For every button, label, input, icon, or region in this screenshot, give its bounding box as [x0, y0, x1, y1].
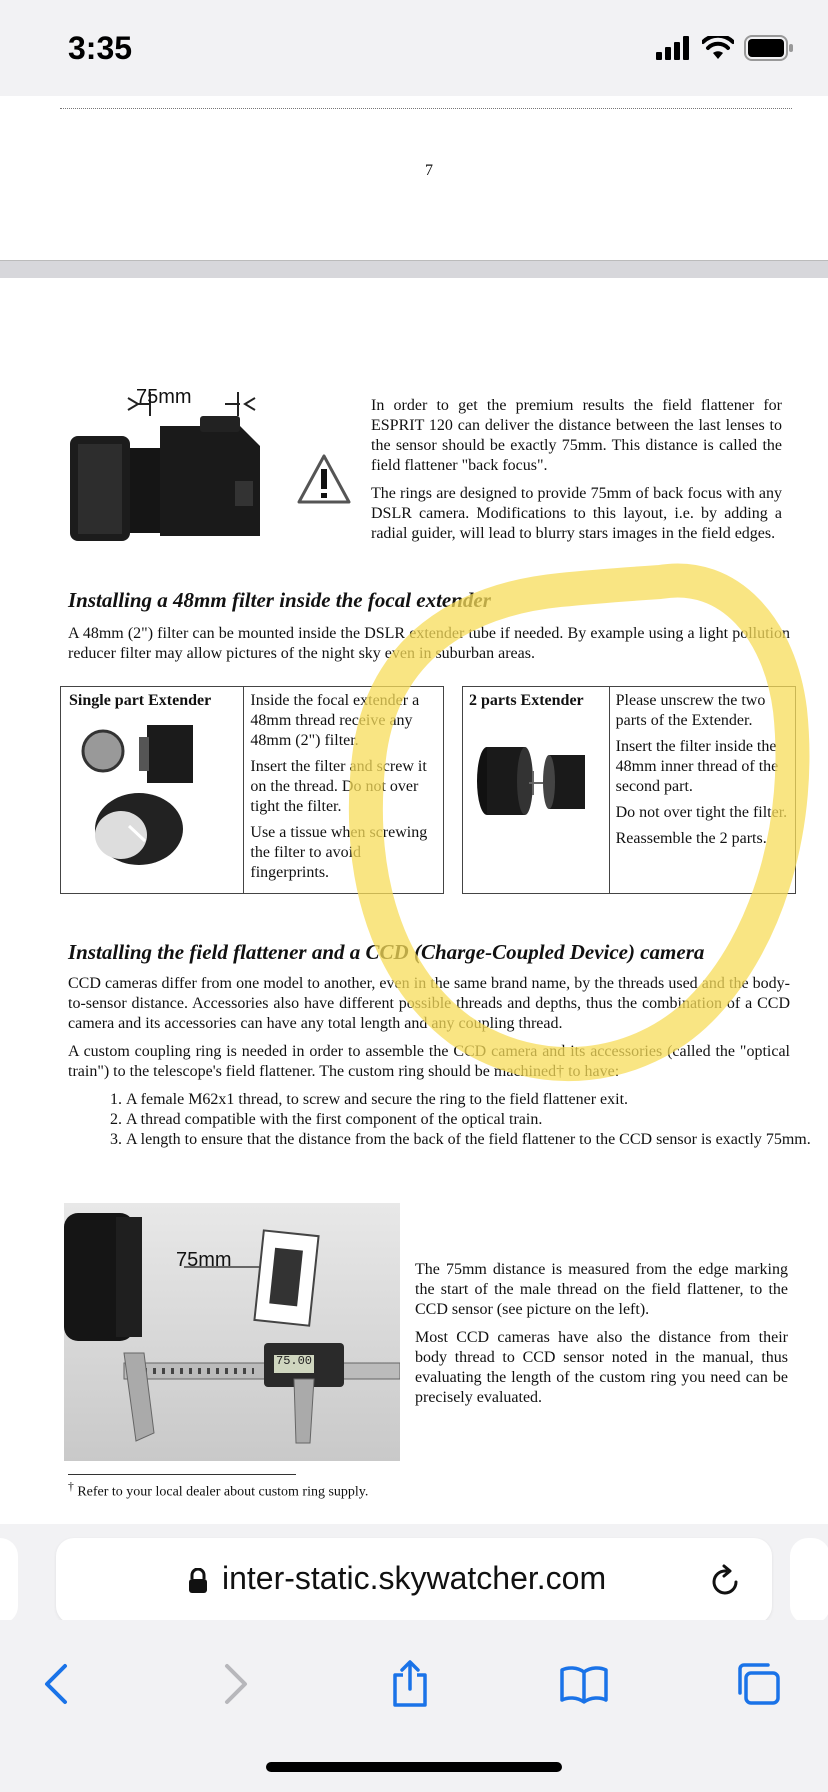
list-item: 3. A length to ensure that the distance from the back of the field flattener to the CCD sensor is exactly 75mm.: [126, 1130, 828, 1150]
reload-icon[interactable]: [710, 1564, 742, 1603]
ccd-requirements-list: [70, 1090, 828, 1150]
chevron-left-icon: [41, 1662, 71, 1711]
two-part-extender-image: [469, 711, 603, 867]
warning-icon: [296, 453, 352, 510]
ccd-paragraph-2: A custom coupling ring is needed in order to assemble the CCD camera and its accessories (called the "optical train") to the telescope's field flattener. The custom ring should be machined† to have:: [68, 1043, 790, 1080]
battery-icon: [744, 35, 794, 66]
ccd-paragraph-1: CCD cameras differ from one model to another, even in the same brand name, by the threads used and the body-to-sensor distance. Accessories also have different possible threads and depths, thus the combination of a CCD camera and its accessories can have any total length and any coupling thread.: [68, 975, 790, 1032]
wifi-icon: [702, 36, 734, 65]
two-step-2: Insert the filter inside the 48mm inner thread of the second part.: [615, 738, 779, 795]
footnote: [68, 1480, 368, 1501]
status-bar: [0, 0, 828, 96]
pdf-page-previous: [0, 96, 828, 260]
filter-section-text: A 48mm (2") filter can be mounted inside the DSLR extender tube if needed. By example using a light pollution reducer filter may allow pictures of the night sky even in suburban areas.: [68, 625, 790, 662]
lock-icon: [188, 1568, 208, 1599]
address-bar[interactable]: [56, 1538, 772, 1624]
footnote-text: Refer to your local dealer about custom ring supply.: [77, 1484, 369, 1500]
caliper-image: [64, 1203, 400, 1461]
book-icon: [559, 1664, 609, 1709]
home-indicator[interactable]: [266, 1762, 562, 1772]
single-extender-table: [60, 686, 444, 894]
pdf-page-current[interactable]: [0, 278, 828, 1524]
forward-button[interactable]: [206, 1656, 266, 1716]
status-time: 3:35: [68, 30, 133, 66]
footnote-separator: [68, 1474, 296, 1475]
back-button[interactable]: [26, 1656, 86, 1716]
list-item: 2. A thread compatible with the first component of the optical train.: [126, 1110, 828, 1130]
previous-tab-pill[interactable]: [0, 1538, 18, 1624]
status-icons: [656, 36, 794, 64]
two-step-1: Please unscrew the two parts of the Extender.: [615, 692, 766, 729]
ccd-side-paragraph-1: The 75mm distance is measured from the edge marking the start of the male thread on the field flattener, to the CCD sensor (see picture on the left).: [415, 1261, 788, 1318]
caliper-image-label: 75mm: [176, 1249, 232, 1271]
camera-image: [60, 386, 300, 556]
tabs-icon: [734, 1661, 782, 1712]
chevron-right-icon: [221, 1662, 251, 1711]
next-tab-pill[interactable]: [790, 1538, 828, 1624]
intro-paragraph-2: The rings are designed to provide 75mm of back focus with any DSLR camera. Modifications to this layout, i.e. by adding a radial guider, will lead to blurry stars images in the field edges.: [371, 485, 782, 542]
two-part-extender-table: [462, 686, 796, 894]
single-step-1: Inside the focal extender a 48mm thread receive any 48mm (2") filter.: [250, 692, 420, 749]
filter-section-heading: Installing a 48mm filter inside the focal extender: [68, 588, 491, 612]
tabs-button[interactable]: [728, 1656, 788, 1716]
single-step-2: Insert the filter and screw it on the thread. Do not over tight the filter.: [250, 758, 427, 815]
single-extender-title: Single part Extender: [69, 692, 212, 709]
ccd-side-paragraph-2: Most CCD cameras have also the distance from their body thread to CCD sensor noted in the manual, thus evaluating the length of the custom ring you need can be precisely evaluated.: [415, 1329, 788, 1406]
address-bar-area: [0, 1524, 828, 1620]
list-item: 1. A female M62x1 thread, to screw and secure the ring to the field flattener exit.: [126, 1090, 828, 1110]
footnote-mark: †: [68, 1480, 74, 1493]
image-label-75mm: 75mm: [136, 386, 192, 408]
page-number: 7: [425, 162, 433, 179]
two-part-extender-title: 2 parts Extender: [469, 692, 584, 709]
share-icon: [390, 1659, 430, 1714]
caliper-reading: 75.00: [276, 1354, 313, 1368]
page-divider-line: [60, 108, 792, 109]
single-step-3: Use a tissue when screwing the filter to avoid fingerprints.: [250, 824, 428, 881]
intro-paragraph-1: In order to get the premium results the field flattener for ESPRIT 120 can deliver the distance between the last lenses to the sensor should be exactly 75mm. This distance is called the field flattener "back focus".: [371, 397, 782, 474]
url-text[interactable]: inter-static.skywatcher.com: [222, 1560, 607, 1596]
ccd-section-heading: Installing the field flattener and a CCD (Charge-Coupled Device) camera: [68, 940, 705, 964]
signal-icon: [656, 36, 692, 65]
page-gap: [0, 260, 828, 279]
share-button[interactable]: [380, 1656, 440, 1716]
two-step-3: Do not over tight the filter.: [615, 804, 788, 821]
single-extender-image: [69, 711, 235, 881]
two-step-4: Reassemble the 2 parts.: [615, 830, 767, 847]
bookmarks-button[interactable]: [554, 1656, 614, 1716]
